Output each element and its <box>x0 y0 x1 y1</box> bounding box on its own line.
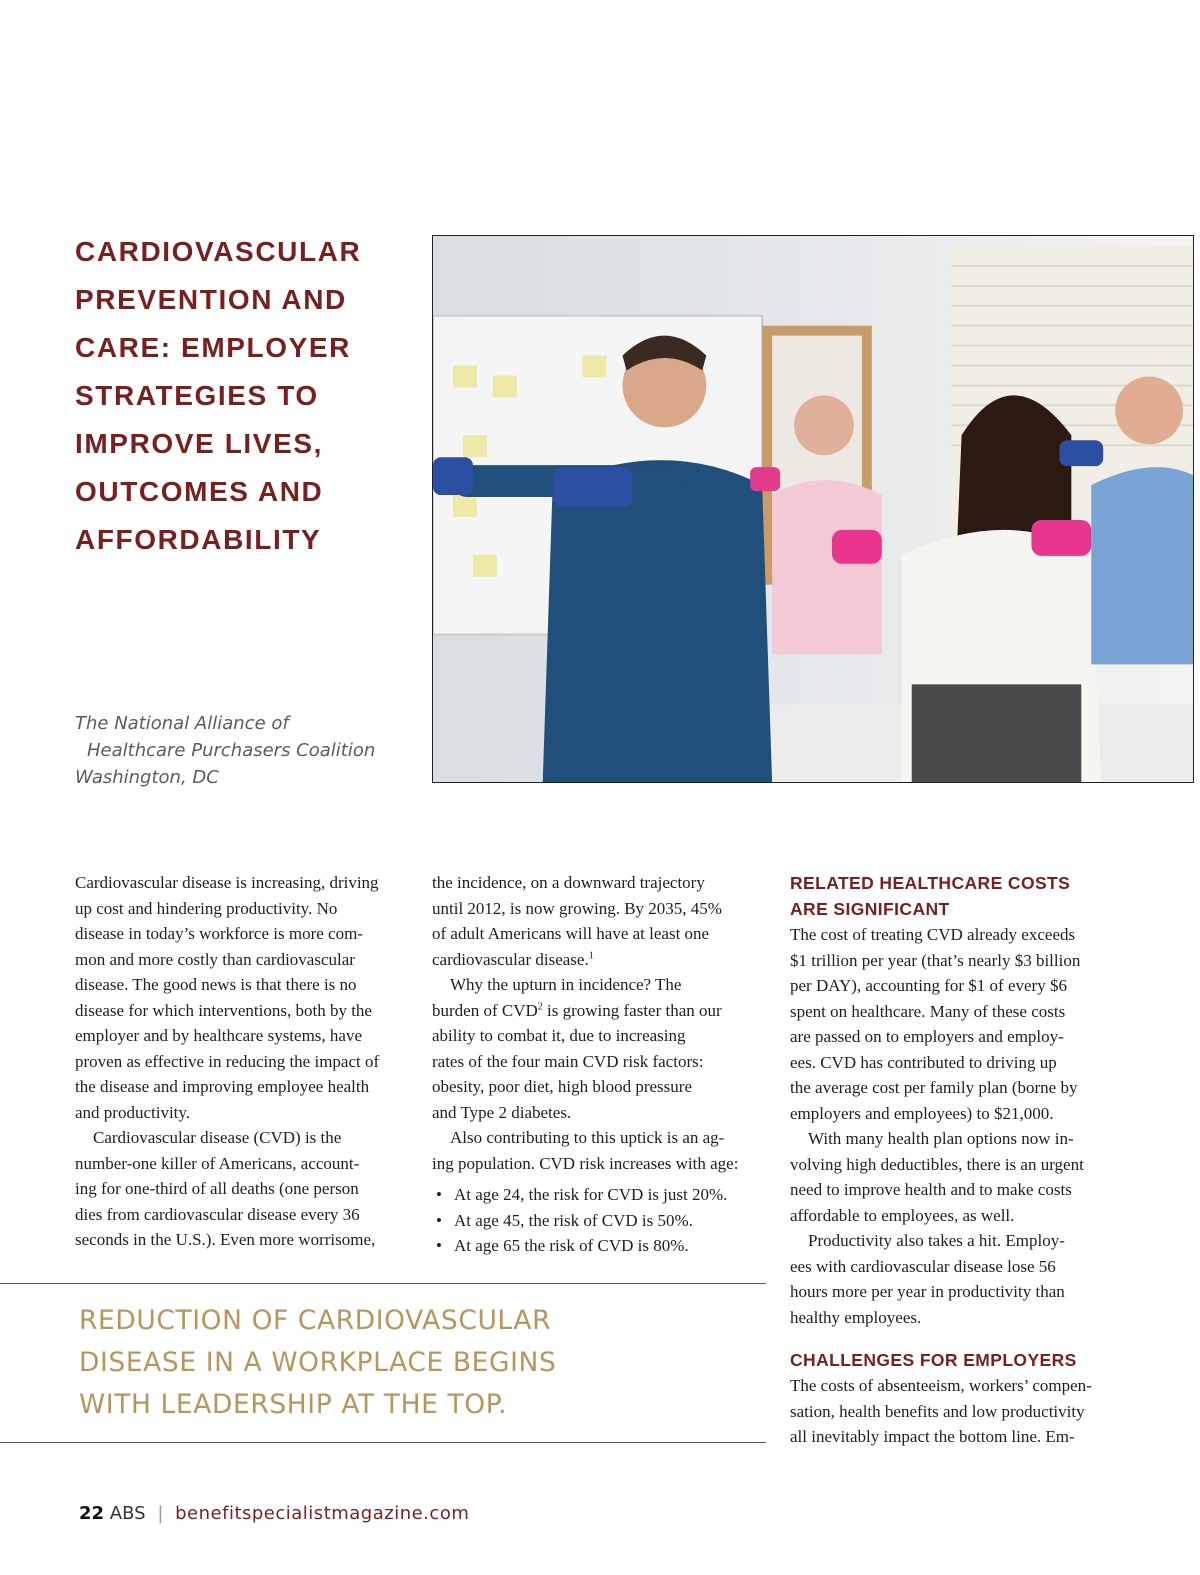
body-line: the disease and improving employee health <box>75 1077 370 1096</box>
body-line: hours more per year in productivity than <box>790 1282 1065 1301</box>
body-line: $1 trillion per year (that’s nearly $3 billion <box>790 950 1081 970</box>
body-line: the incidence, on a downward trajectory <box>432 873 705 892</box>
body-text: burden of CVD <box>432 1000 538 1020</box>
byline-line: The National Alliance of <box>75 713 289 734</box>
risk-bullet-list <box>432 1182 766 1259</box>
pullquote-line: DISEASE IN A WORKPLACE BEGINS <box>79 1347 557 1378</box>
body-line: disease for which interventions, both by the <box>75 1000 372 1020</box>
body-line: proven as effective in reducing the impact of <box>75 1051 380 1071</box>
body-line: The cost of treating CVD already exceeds <box>790 925 1076 944</box>
list-item <box>432 1208 766 1234</box>
body-line: ing for one-third of all deaths (one person <box>75 1179 359 1198</box>
body-line: mon and more costly than cardiovascular <box>75 949 355 969</box>
page-number: 22 <box>79 1503 105 1524</box>
bullet-icon: • <box>436 1185 442 1204</box>
pullquote <box>79 1300 719 1426</box>
pullquote-rule-top <box>0 1283 766 1284</box>
body-line: employer and by healthcare systems, have <box>75 1026 363 1045</box>
section-heading: ARE SIGNIFICANT <box>790 899 950 919</box>
byline-line: Washington, DC <box>75 767 219 788</box>
footnote-ref-1: 1 <box>588 949 594 961</box>
body-line: volving high deductibles, there is an urgent <box>790 1154 1084 1174</box>
body-line: disease. The good news is that there is no <box>75 975 357 994</box>
body-line: employers and employees) to $21,000. <box>790 1103 1054 1123</box>
body-line: until 2012, is now growing. By 2035, 45% <box>432 898 722 918</box>
body-line: per DAY), accounting for $1 of every $6 <box>790 976 1067 995</box>
section-heading: CHALLENGES FOR EMPLOYERS <box>790 1350 1077 1370</box>
title-line: PREVENTION AND <box>75 284 347 315</box>
title-line: STRATEGIES TO <box>75 380 319 411</box>
body-line: Also contributing to this uptick is an ag- <box>450 1128 725 1147</box>
body-line: dies from cardiovascular disease every 36 <box>75 1204 360 1224</box>
body-line: obesity, poor diet, high blood pressure <box>432 1077 692 1096</box>
body-line: all inevitably impact the bottom line. Em- <box>790 1427 1075 1446</box>
body-line: Cardiovascular disease (CVD) is the <box>93 1128 342 1147</box>
bullet-text: At age 24, the risk for CVD is just 20%. <box>454 1185 728 1204</box>
pullquote-line: REDUCTION OF CARDIOVASCULAR <box>79 1305 552 1336</box>
title-line: CARE: EMPLOYER <box>75 332 351 363</box>
website-link[interactable]: benefitspecialistmagazine.com <box>175 1503 470 1524</box>
body-column-1 <box>75 870 407 1253</box>
byline-line: Healthcare Purchasers Coalition <box>87 740 376 761</box>
footer-separator: | <box>157 1503 164 1524</box>
byline <box>75 710 425 791</box>
list-item <box>432 1233 766 1259</box>
bullet-icon: • <box>436 1210 442 1230</box>
body-line: ability to combat it, due to increasing <box>432 1026 686 1045</box>
body-line: of adult Americans will have at least one <box>432 924 710 943</box>
body-line: disease in today’s workforce is more com- <box>75 924 363 943</box>
bullet-icon: • <box>436 1236 442 1255</box>
body-line: The costs of absenteeism, workers’ compen- <box>790 1376 1092 1395</box>
pullquote-line: WITH LEADERSHIP AT THE TOP. <box>79 1389 508 1420</box>
body-line: need to improve health and to make costs <box>790 1180 1072 1199</box>
body-line: spent on healthcare. Many of these costs <box>790 1001 1066 1021</box>
office-exercise-photo <box>432 235 1194 783</box>
body-column-3 <box>790 870 1125 1450</box>
section-gap <box>790 1330 1125 1347</box>
title-line: CARDIOVASCULAR <box>75 236 362 267</box>
body-line: Productivity also takes a hit. Employ- <box>808 1231 1065 1250</box>
body-line: ing population. CVD risk increases with age: <box>432 1153 739 1173</box>
bullet-text: At age 65 the risk of CVD is 80%. <box>454 1236 689 1255</box>
body-text: is growing faster than our <box>542 1000 722 1020</box>
pullquote-rule-bottom <box>0 1442 766 1443</box>
body-line: affordable to employees, as well. <box>790 1205 1015 1225</box>
body-line: and Type 2 diabetes. <box>432 1102 572 1122</box>
body-line: are passed on to employers and employ- <box>790 1027 1064 1046</box>
publication-name: ABS <box>109 1503 146 1524</box>
photo-illustration <box>433 236 1193 782</box>
body-line: ees. CVD has contributed to driving up <box>790 1052 1057 1072</box>
body-line <box>432 998 766 1024</box>
title-line: IMPROVE LIVES, <box>75 428 323 459</box>
article-title <box>75 228 415 564</box>
body-line: ees with cardiovascular disease lose 56 <box>790 1256 1056 1276</box>
body-line <box>432 947 766 973</box>
body-line: and productivity. <box>75 1102 191 1122</box>
bullet-text: At age 45, the risk of CVD is 50%. <box>454 1210 693 1230</box>
body-line: Cardiovascular disease is increasing, driving <box>75 873 379 892</box>
body-line: With many health plan options now in- <box>808 1129 1074 1148</box>
title-line: AFFORDABILITY <box>75 524 322 555</box>
body-line: up cost and hindering productivity. No <box>75 898 338 918</box>
body-line: Why the upturn in incidence? The <box>450 975 682 994</box>
body-text: cardiovascular disease. <box>432 949 589 969</box>
body-column-2 <box>432 870 766 1259</box>
title-line: OUTCOMES AND <box>75 476 324 507</box>
page-footer <box>79 1503 469 1524</box>
body-line: number-one killer of Americans, account- <box>75 1153 360 1173</box>
body-line: the average cost per family plan (borne by <box>790 1078 1078 1097</box>
body-line: sation, health benefits and low productivity <box>790 1401 1085 1421</box>
body-line: seconds in the U.S.). Even more worrisome, <box>75 1230 376 1249</box>
list-item <box>432 1182 766 1208</box>
section-heading: RELATED HEALTHCARE COSTS <box>790 873 1071 893</box>
footnote-ref-2: 2 <box>537 1000 543 1012</box>
body-line: rates of the four main CVD risk factors: <box>432 1051 704 1071</box>
body-line: healthy employees. <box>790 1307 922 1327</box>
